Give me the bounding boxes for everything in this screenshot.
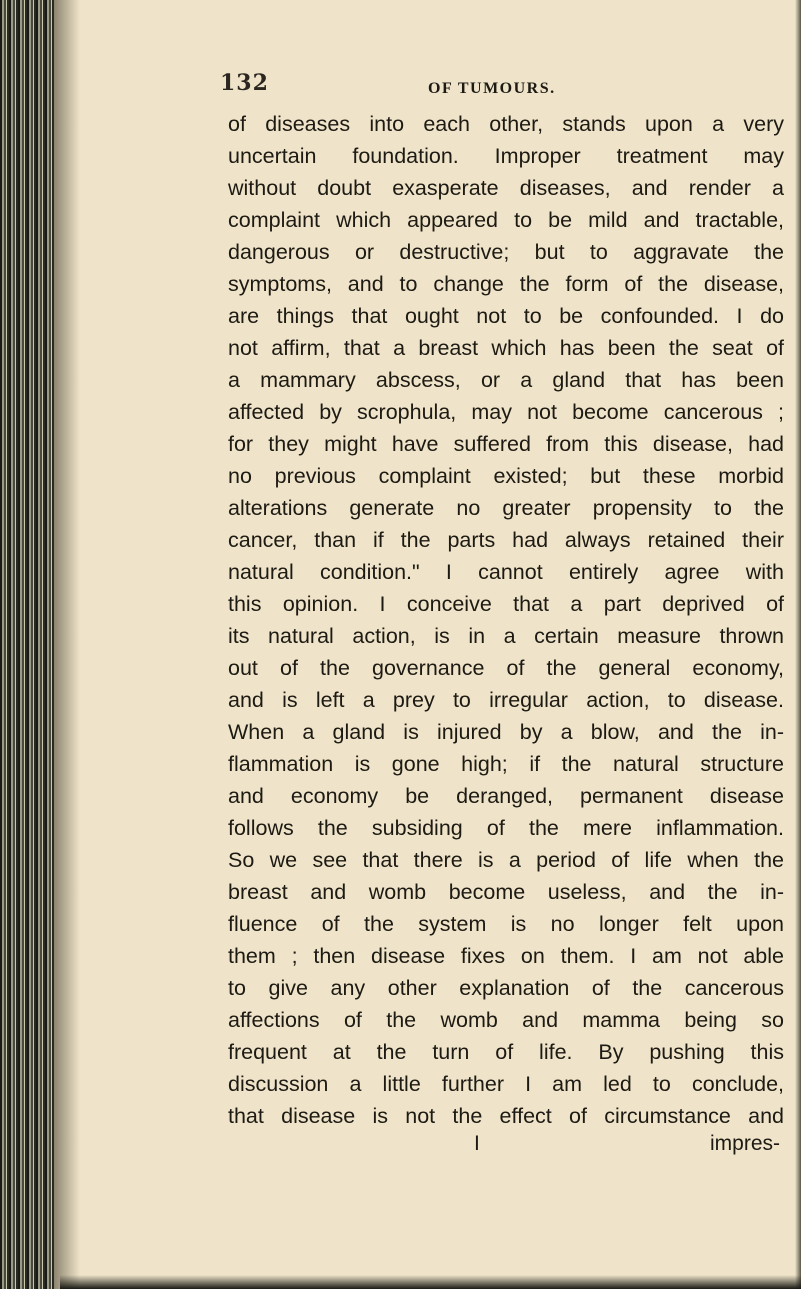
text-line: discussion a little further I am led to conclude,	[228, 1072, 784, 1096]
text-line: not affirm, that a breast which has been the seat of	[228, 336, 784, 360]
text-line: fluence of the system is no longer felt upon	[228, 912, 784, 936]
text-line: dangerous or destructive; but to aggravate the	[228, 240, 784, 264]
text-line: flammation is gone high; if the natural structure	[228, 752, 784, 776]
text-line: no previous complaint existed; but these morbid	[228, 464, 784, 488]
text-line: affections of the womb and mamma being so	[228, 1008, 784, 1032]
text-line: this opinion. I conceive that a part deprived of	[228, 592, 784, 616]
body-text	[228, 108, 784, 1132]
text-line: When a gland is injured by a blow, and the in-	[228, 720, 784, 744]
page-edge-shadow	[795, 0, 801, 1289]
text-line: are things that ought not to be confounded. I do	[228, 304, 784, 328]
text-line: to give any other explanation of the cancerous	[228, 976, 784, 1000]
text-line: and is left a prey to irregular action, to disease.	[228, 688, 784, 712]
signature-mark: I	[474, 1132, 480, 1155]
book-spine-binding	[0, 0, 54, 1289]
text-line: them ; then disease fixes on them. I am not able	[228, 944, 784, 968]
text-line: symptoms, and to change the form of the disease,	[228, 272, 784, 296]
text-line: without doubt exasperate diseases, and render a	[228, 176, 784, 200]
page-footer	[228, 1132, 784, 1162]
text-line: and economy be deranged, permanent disease	[228, 784, 784, 808]
text-line: follows the subsiding of the mere inflammation.	[228, 816, 784, 840]
gutter-shadow	[54, 0, 80, 1289]
text-line: its natural action, is in a certain measure thrown	[228, 624, 784, 648]
text-line: alterations generate no greater propensity to the	[228, 496, 784, 520]
page-bottom-edge	[60, 1275, 801, 1289]
text-line: that disease is not the effect of circumstance and	[228, 1104, 784, 1128]
text-line: complaint which appeared to be mild and tractable,	[228, 208, 784, 232]
running-head: OF TUMOURS.	[428, 80, 556, 97]
text-line: frequent at the turn of life. By pushing this	[228, 1040, 784, 1064]
text-line: affected by scrophula, may not become cancerous ;	[228, 400, 784, 424]
page-number: 132	[220, 70, 269, 96]
text-line: uncertain foundation. Improper treatment may	[228, 144, 784, 168]
book-page	[220, 70, 784, 1162]
text-line: cancer, than if the parts had always retained their	[228, 528, 784, 552]
catchword: impres-	[709, 1132, 780, 1155]
text-line: natural condition." I cannot entirely agree with	[228, 560, 784, 584]
text-line: for they might have suffered from this disease, had	[228, 432, 784, 456]
text-line: So we see that there is a period of life when the	[228, 848, 784, 872]
text-line: of diseases into each other, stands upon a very	[228, 112, 784, 136]
page-header	[220, 70, 784, 108]
text-line: breast and womb become useless, and the in-	[228, 880, 784, 904]
text-line: a mammary abscess, or a gland that has been	[228, 368, 784, 392]
text-line: out of the governance of the general economy,	[228, 656, 784, 680]
